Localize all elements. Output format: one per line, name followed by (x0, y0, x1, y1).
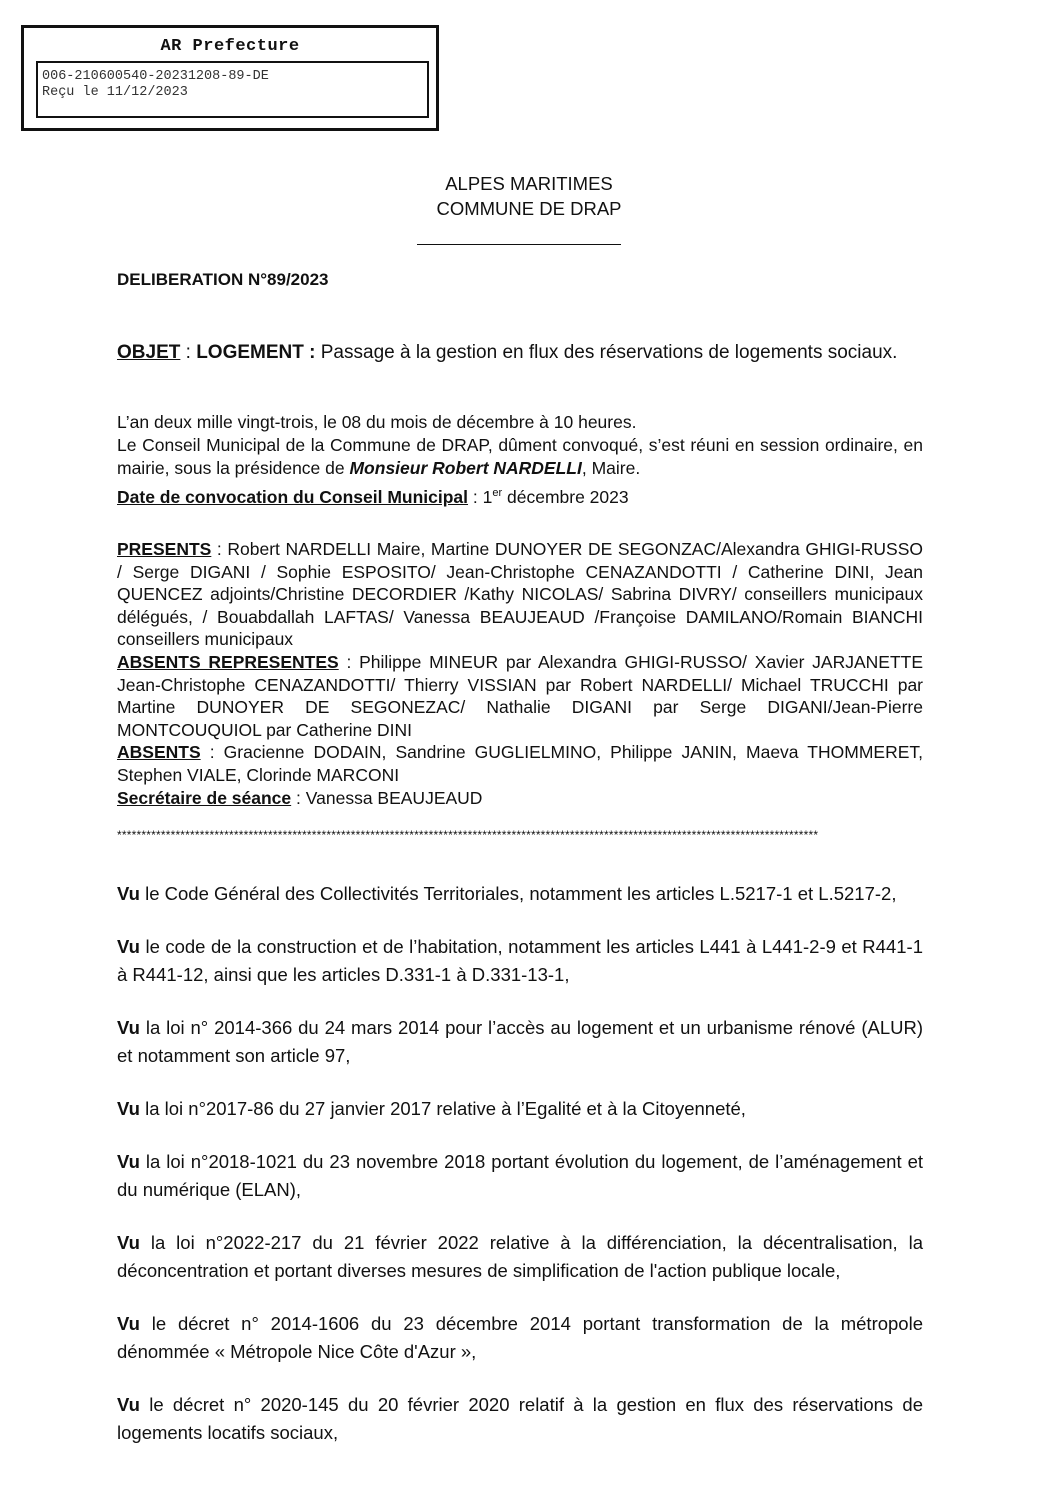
vu-keyword: Vu (117, 936, 140, 957)
vu-text: la loi n°2022-217 du 21 février 2022 relative à la différenciation, la décentralisation, la déconcentration et portant diverses mesures de simplification de l'action publique locale, (117, 1232, 923, 1281)
presents-paragraph (117, 538, 923, 651)
vu-text: la loi n° 2014-366 du 24 mars 2014 pour l’accès au logement et un urbanisme rénové (ALUR) et notamment son article 97, (117, 1017, 923, 1066)
objet-category: LOGEMENT : (196, 342, 316, 363)
objet-sep: : (180, 342, 197, 363)
asterisk-separator: ************************************************************************************************************************************************ (117, 828, 819, 842)
presents-label: PRESENTS (117, 539, 212, 559)
represented-paragraph (117, 651, 923, 741)
secretary-label: Secrétaire de séance (117, 787, 292, 808)
convocation-sup: er (492, 487, 503, 499)
vu-text: le Code Général des Collectivités Territoriales, notamment les articles L.5217-1 et L.5217-2, (139, 883, 897, 904)
vu-item (117, 1148, 923, 1204)
vu-keyword: Vu (117, 1232, 140, 1253)
vu-item (117, 1095, 923, 1123)
header-department: ALPES MARITIMES (445, 173, 613, 194)
vu-item (117, 1391, 923, 1447)
convocation-date: décembre 2023 (502, 486, 629, 507)
vu-keyword: Vu (117, 1017, 140, 1038)
stamp-received-date: Reçu le 11/12/2023 (42, 85, 188, 100)
vu-text: la loi n°2017-86 du 27 janvier 2017 relative à l’Egalité et à la Citoyenneté, (139, 1098, 746, 1119)
vu-item (117, 880, 923, 908)
intro-session-end: , Maire. (581, 458, 641, 478)
vu-text: le décret n° 2020-145 du 20 février 2020 relatif à la gestion en flux des réservations de logements locatifs sociaux, (117, 1394, 923, 1443)
vu-item (117, 1014, 923, 1070)
represented-text: : Philippe MINEUR par Alexandra GHIGI-RUSSO/ Xavier JARJANETTE Jean-Christophe CENAZANDOTTI/ Thierry VISSIAN par Robert NARDELLI/ Michael TRUCCHI par Martine DUNOYER DE SEGONEZAC/ Nathalie DIGANI par Serge DIGANI/Jean-Pierre MONTCOUQUIOL par Catherine DINI (117, 651, 924, 740)
intro-session-line (117, 434, 923, 480)
president-name: Monsieur Robert NARDELLI (349, 458, 582, 478)
convocation-label: Date de convocation du Conseil Municipal (117, 486, 469, 507)
vu-item (117, 1229, 923, 1285)
attendance-block (117, 538, 923, 809)
stamp-title: AR Prefecture (160, 37, 300, 56)
header-rule (417, 244, 621, 245)
objet-label: OBJET (117, 342, 181, 363)
vu-keyword: Vu (117, 883, 140, 904)
absents-text: : Gracienne DODAIN, Sandrine GUGLIELMINO, Philippe JANIN, Maeva THOMMERET, Stephen VIALE, Clorinde MARCONI (117, 742, 923, 785)
secretary-paragraph (117, 787, 923, 810)
intro-session-text: Le Conseil Municipal de la Commune de DRAP, dûment convoqué, s’est réuni en session ordinaire, en mairie, sous la présidence de (117, 435, 923, 478)
objet-text: Passage à la gestion en flux des réservations de logements sociaux. (315, 342, 898, 363)
deliberation-number: DELIBERATION N°89/2023 (117, 270, 329, 289)
convocation-line (117, 482, 923, 509)
vu-keyword: Vu (117, 1098, 140, 1119)
secretary-text: : Vanessa BEAUJEAUD (291, 787, 483, 808)
vu-item (117, 1310, 923, 1366)
presents-text: : Robert NARDELLI Maire, Martine DUNOYER DE SEGONZAC/Alexandra GHIGI-RUSSO / Serge DIGANI / Sophie ESPOSITO/ Jean-Christophe CENAZANDOTTI / Catherine DINI, Jean QUENCEZ adjoints/Christine DECORDIER /Kathy NICOLAS/ Sabrina DIVRY/ conseillers municipaux délégués, / Bouabdallah LAFTAS/ Vanessa BEAUJEAUD /Françoise DAMILANO/Romain BIANCHI conseillers municipaux (117, 539, 923, 650)
vu-text: la loi n°2018-1021 du 23 novembre 2018 portant évolution du logement, de l’aménagement et du numérique (ELAN), (117, 1151, 923, 1200)
intro-date-line: L’an deux mille vingt-trois, le 08 du mois de décembre à 10 heures. (117, 412, 637, 432)
stamp-reference-box (36, 61, 429, 118)
intro-block (117, 411, 923, 509)
vu-items (117, 880, 923, 1447)
vu-keyword: Vu (117, 1394, 140, 1415)
absents-label: ABSENTS (117, 742, 201, 763)
ar-prefecture-stamp (21, 25, 439, 131)
vu-text: le code de la construction et de l’habitation, notamment les articles L441 à L441-2-9 et R441-1 à R441-12, ainsi que les articles D.331-1 à D.331-13-1, (117, 936, 923, 985)
convocation-pre: : 1 (468, 486, 493, 507)
stamp-reference-number: 006-210600540-20231208-89-DE (42, 69, 269, 84)
header-commune: COMMUNE DE DRAP (436, 198, 622, 219)
represented-label: ABSENTS REPRESENTES (117, 651, 339, 672)
objet-paragraph (117, 340, 923, 365)
vu-text: le décret n° 2014-1606 du 23 décembre 2014 portant transformation de la métropole dénommée « Métropole Nice Côte d'Azur », (117, 1313, 923, 1362)
vu-keyword: Vu (117, 1313, 140, 1334)
vu-item (117, 933, 923, 989)
vu-keyword: Vu (117, 1151, 140, 1172)
absents-paragraph (117, 741, 923, 786)
